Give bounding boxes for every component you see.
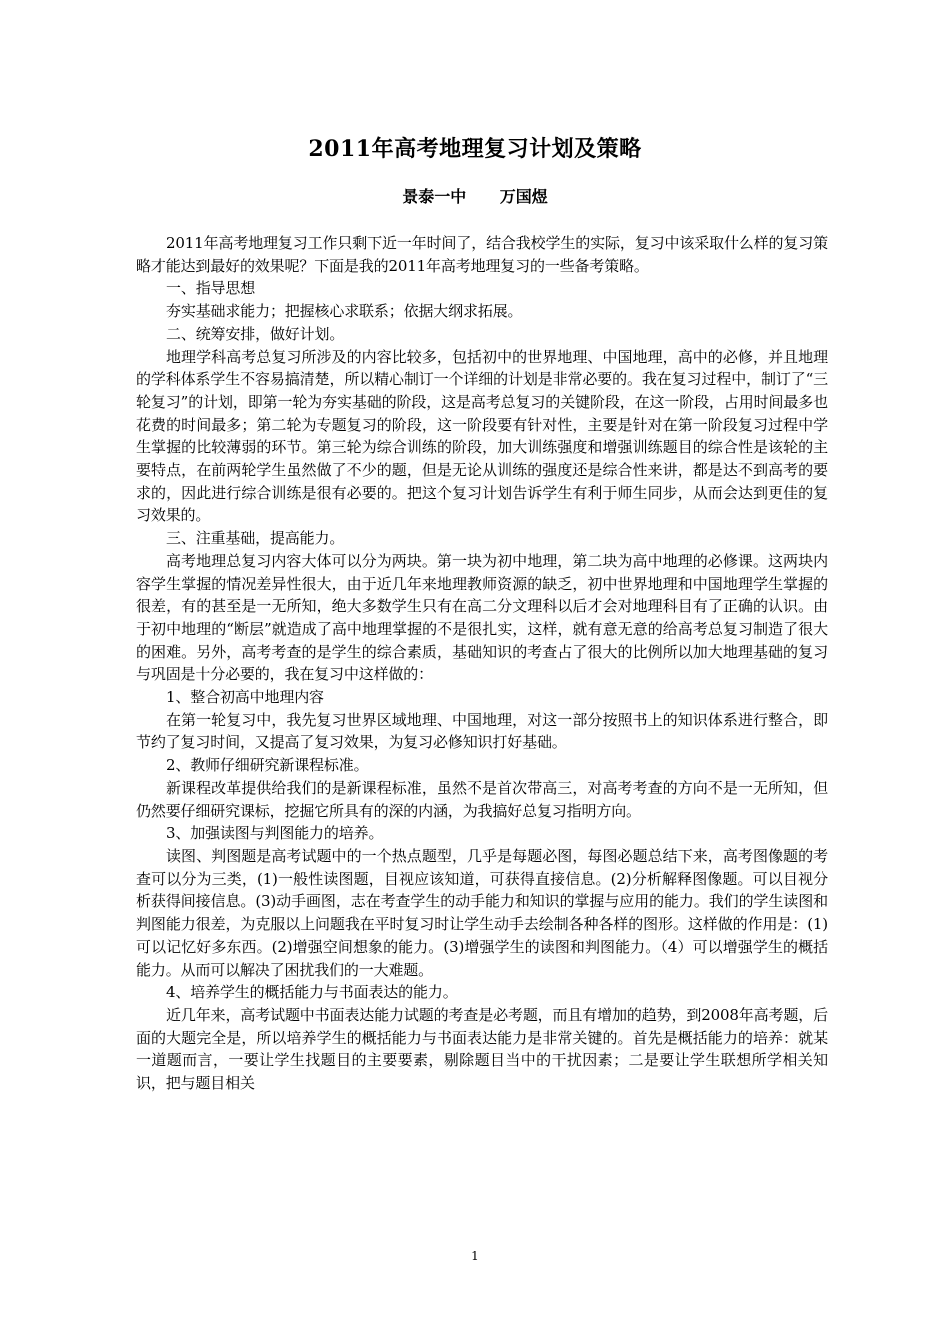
subheading-2: 2、教师仔细研究新课程标准。 (166, 756, 369, 775)
subheading-3: 3、加强读图与判图能力的培养。 (166, 824, 384, 843)
subheading-4: 4、培养学生的概括能力与书面表达的能力。 (166, 983, 458, 1002)
page-number: 1 (471, 1249, 479, 1263)
document-title: 2011年高考地理复习计划及策略 (308, 136, 642, 162)
paragraph-plan: 地理学科高考总复习所涉及的内容比较多，包括初中的世界地理、中国地理，高中的必修，并且地理的学科体系学生不容易搞清楚，所以精心制订一个详细的计划是非常必要的。我在复习过程中，制订了“三轮复习”的计划，即第一轮为夯实基础的阶段，这是高考总复习的关键阶段，在这一阶段，占用时间最多也花费的时间最多；第二轮为专题复习的阶段，这一阶段要有针对性，主要是针对在第一阶段复习过程中学生掌握的比较薄弱的环节。第三轮为综合训练的阶段，加大训练强度和增强训练题目的综合性是该轮的主要特点，在前两轮学生虽然做了不少的题，但是无论从训练的强度还是综合性来讲，都是达不到高考的要求的，因此进行综合训练是很有必要的。把这个复习计划告诉学生有利于师生同步，从而会达到更佳的复习效果的。 (136, 347, 828, 525)
paragraph-expression: 近几年来，高考试题中书面表达能力试题的考查是必考题，而且有增加的趋势，到2008年高考题，后面的大题完全是，所以培养学生的概括能力与书面表达能力是非常关键的。首先是概括能力的培养：就某一道题而言，一要让学生找题目的主要要素，剔除题目当中的干扰因素；二是要让学生联想所学相关知识，把与题目相关 (136, 1005, 828, 1093)
paragraph-guiding-thought: 夯实基础求能力；把握核心求联系；依据大纲求拓展。 (166, 302, 523, 321)
section-heading-3: 三、注重基础，提高能力。 (166, 529, 345, 548)
paragraph-map-reading: 读图、判图题是高考试题中的一个热点题型，几乎是每题必图，每图必题总结下来，高考图像题的考查可以分为三类，(1)一般性读图题，目视应该知道，可获得直接信息。(2)分析解释图像题。可以目视分析获得间接信息。(3)动手画图，志在考查学生的动手能力和知识的掌握与应用的能力。我们的学生读图和判图能力很差，为克服以上问题我在平时复习时让学生动手去绘制各种各样的图形。这样做的作用是：(1)可以记忆好多东西。(2)增强空间想象的能力。(3)增强学生的读图和判图能力。（4）可以增强学生的概括能力。从而可以解决了困扰我们的一大难题。 (136, 846, 828, 979)
paragraph-curriculum: 新课程改革提供给我们的是新课程标准，虽然不是首次带高三，对高考考查的方向不是一无所知，但仍然要仔细研究课标，挖掘它所具有的深的内涵，为我搞好总复习指明方向。 (136, 778, 828, 820)
paragraph-intro: 2011年高考地理复习工作只剩下近一年时间了，结合我校学生的实际，复习中该采取什么样的复习策略才能达到最好的效果呢？下面是我的2011年高考地理复习的一些备考策略。 (136, 234, 828, 275)
subheading-1: 1、整合初高中地理内容 (166, 688, 324, 707)
section-heading-1: 一、指导思想 (166, 279, 256, 298)
document-body (136, 232, 828, 1095)
document-author: 景泰一中 万国煜 (402, 187, 548, 206)
paragraph-basics: 高考地理总复习内容大体可以分为两块。第一块为初中地理，第二块为高中地理的必修课。这两块内容学生掌握的情况差异性很大，由于近几年来地理教师资源的缺乏，初中世界地理和中国地理学生掌握的很差，有的甚至是一无所知，绝大多数学生只有在高二分文理科以后才会对地理科目有了正确的认识。由于初中地理的“断层”就造成了高中地理掌握的不是很扎实，这样，就有意无意的给高考总复习制造了很大的困难。另外，高考考查的是学生的综合素质，基础知识的考查占了很大的比例所以加大地理基础的复习与巩固是十分必要的，我在复习中这样做的： (136, 551, 828, 684)
section-heading-2: 二、统筹安排，做好计划。 (166, 324, 345, 343)
paragraph-integrate: 在第一轮复习中，我先复习世界区域地理、中国地理，对这一部分按照书上的知识体系进行整合，即节约了复习时间，又提高了复习效果，为复习必修知识打好基础。 (136, 710, 828, 752)
